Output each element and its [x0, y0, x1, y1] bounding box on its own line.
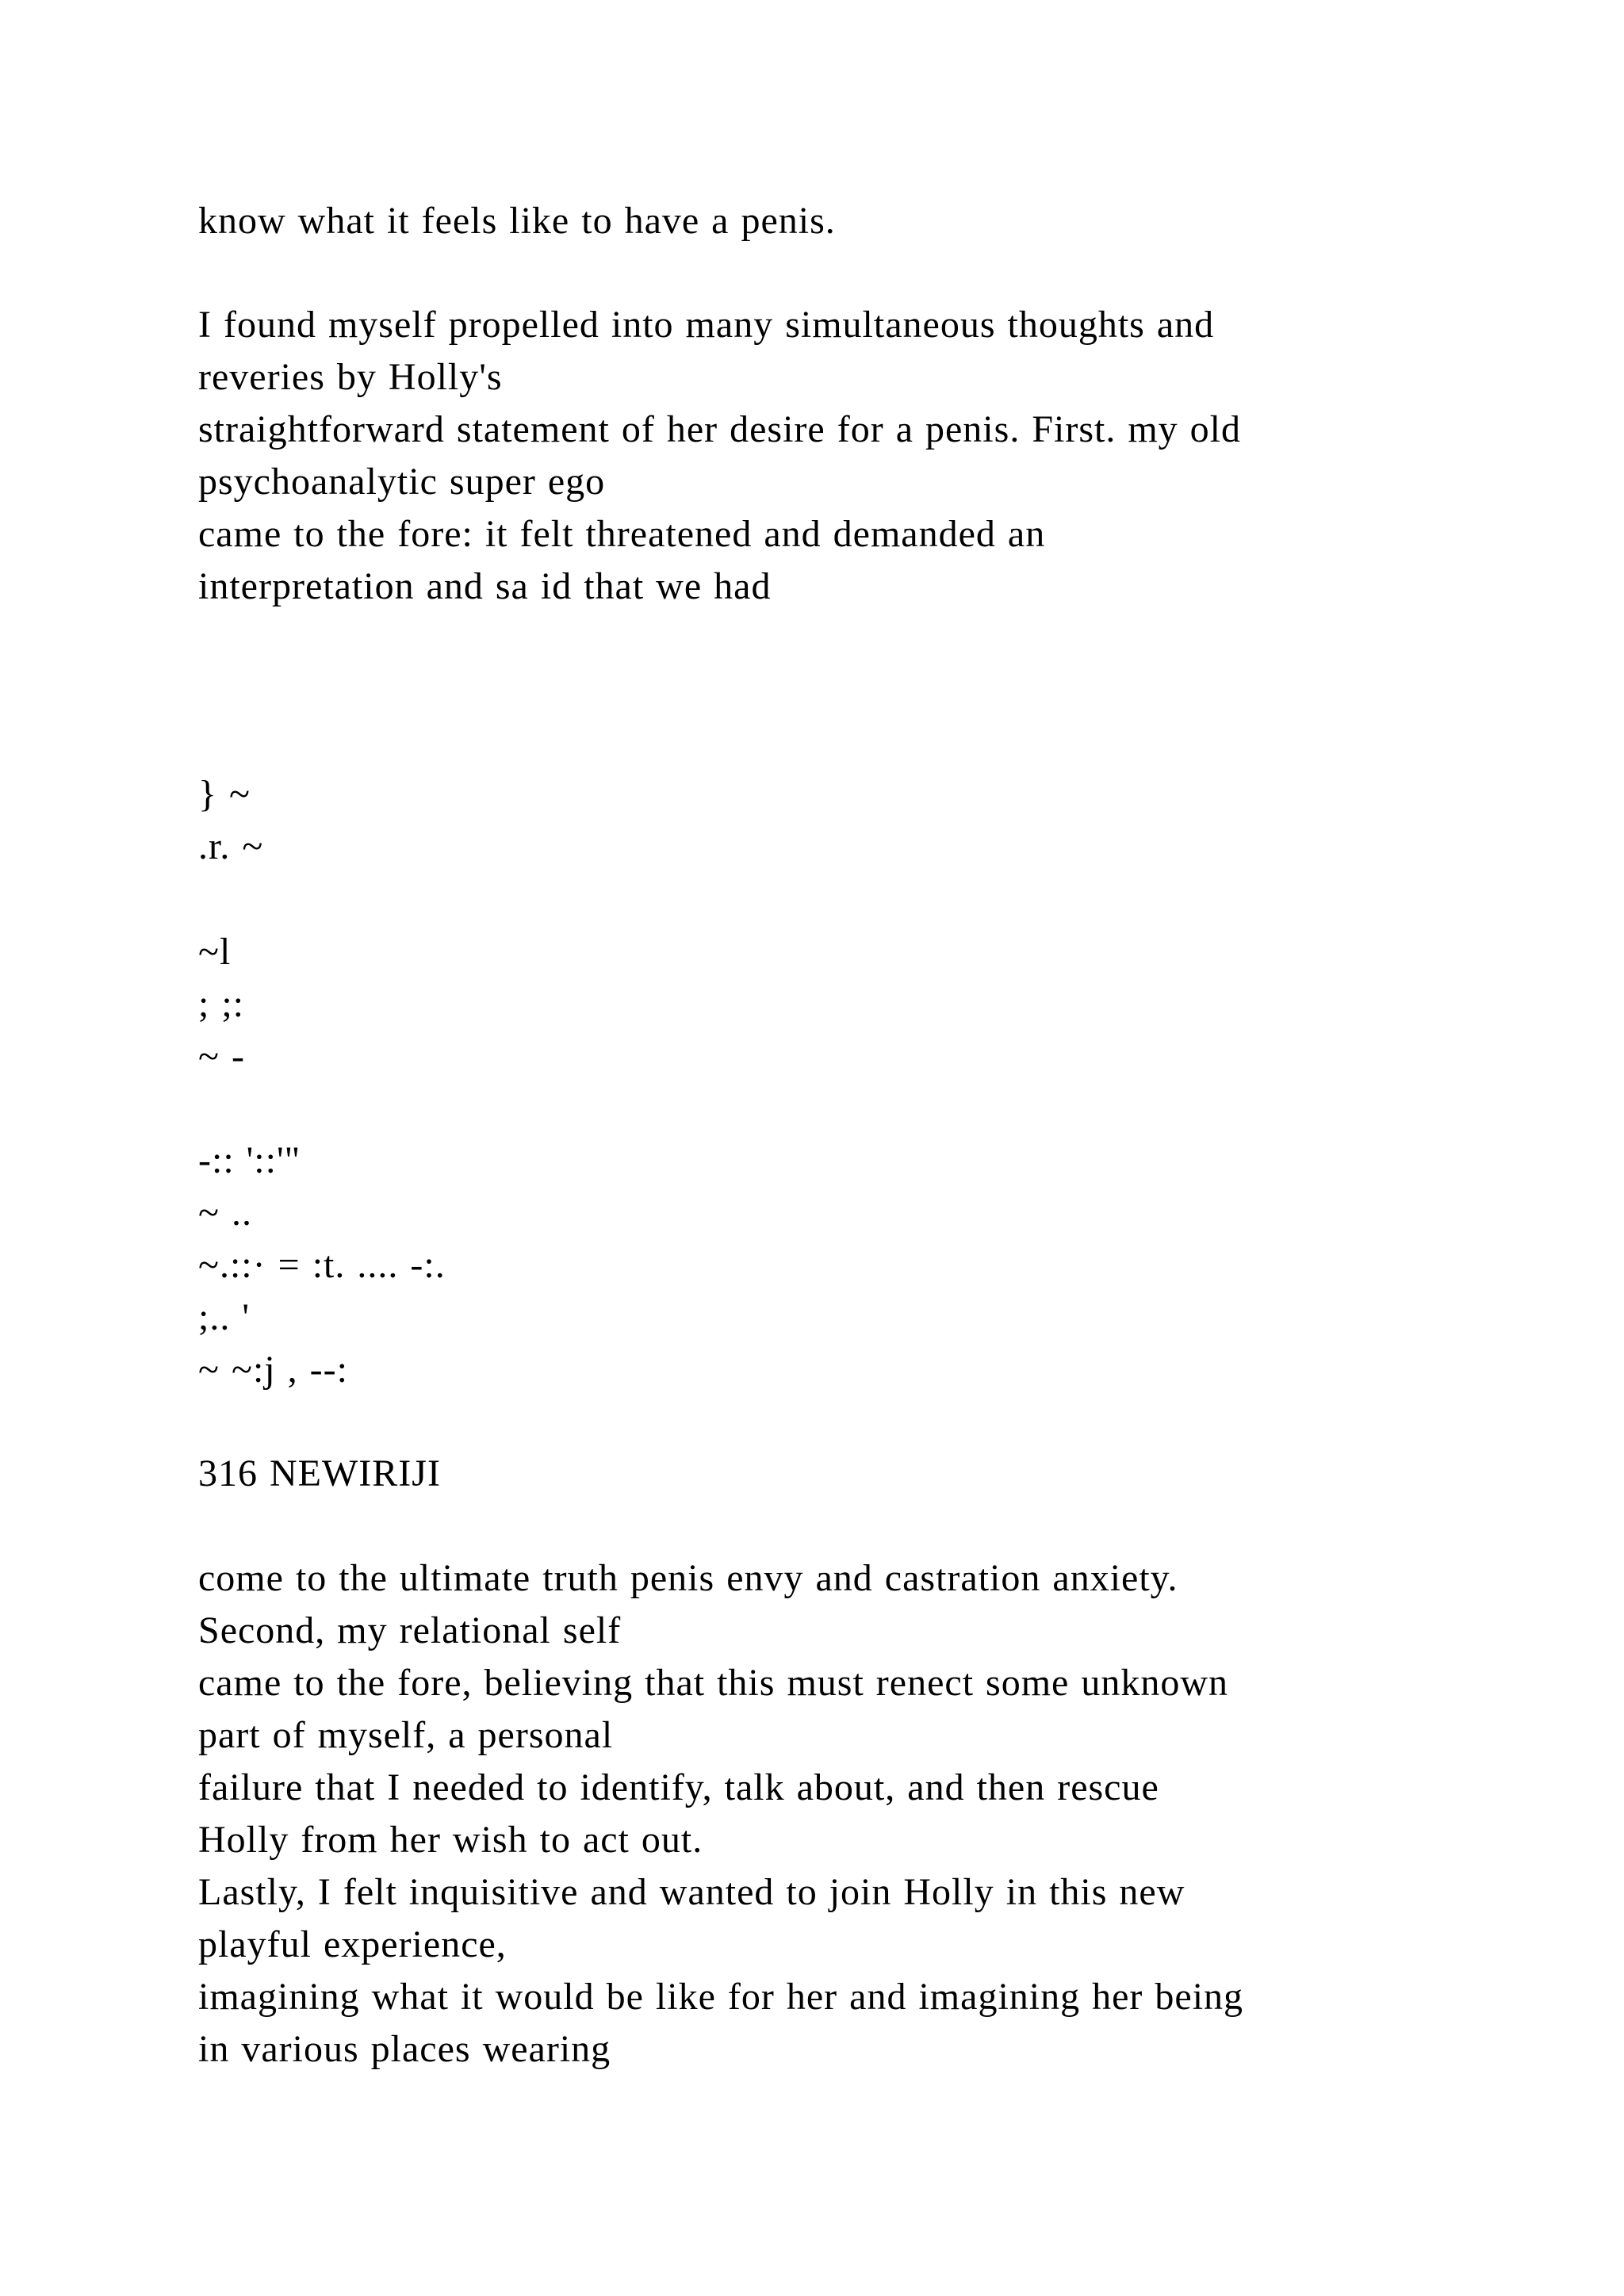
text-line: imagining what it would be like for her and imagining her being	[198, 1976, 1244, 2018]
text-line: came to the fore, believing that this must renect some unknown	[198, 1662, 1229, 1704]
ocr-fragment-line: ~ ~:j , --:	[198, 1349, 348, 1391]
ocr-fragment-line: ; ;:	[198, 983, 245, 1025]
text-line: come to the ultimate truth penis envy and castration anxiety.	[198, 1557, 1178, 1599]
text-line: I found myself propelled into many simultaneous thoughts and	[198, 304, 1215, 346]
ocr-fragment-line: .r. ~	[198, 825, 264, 867]
text-line: interpretation and sa id that we had	[198, 565, 772, 607]
text-line: part of myself, a personal	[198, 1714, 614, 1756]
text-line: straightforward statement of her desire for a penis. First. my old	[198, 408, 1242, 450]
ocr-fragment-line: ~ -	[198, 1035, 245, 1077]
ocr-fragment-line: ~l	[198, 931, 232, 973]
text-line: came to the fore: it felt threatened and demanded an	[198, 513, 1046, 555]
text-line: failure that I needed to identify, talk about, and then rescue	[198, 1766, 1159, 1808]
text-line: Second, my relational self	[198, 1609, 622, 1651]
text-line: psychoanalytic super ego	[198, 461, 606, 503]
ocr-fragment-line: -:: '::'"	[198, 1139, 301, 1181]
text-line: playful experience,	[198, 1923, 507, 1965]
running-header: 316 NEWIRIJI	[198, 1452, 441, 1494]
ocr-fragment-line: ;.. '	[198, 1296, 250, 1338]
ocr-fragment-line: } ~	[198, 773, 251, 815]
text-line: in various places wearing	[198, 2028, 611, 2070]
ocr-fragment-line: ~.::· = :t. .... -:.	[198, 1244, 446, 1286]
text-line: Lastly, I felt inquisitive and wanted to join Holly in this new	[198, 1871, 1185, 1913]
text-line: Holly from her wish to act out.	[198, 1819, 703, 1861]
text-line: know what it feels like to have a penis.	[198, 200, 836, 242]
text-line: reveries by Holly's	[198, 356, 503, 398]
ocr-fragment-line: ~ ..	[198, 1192, 252, 1234]
